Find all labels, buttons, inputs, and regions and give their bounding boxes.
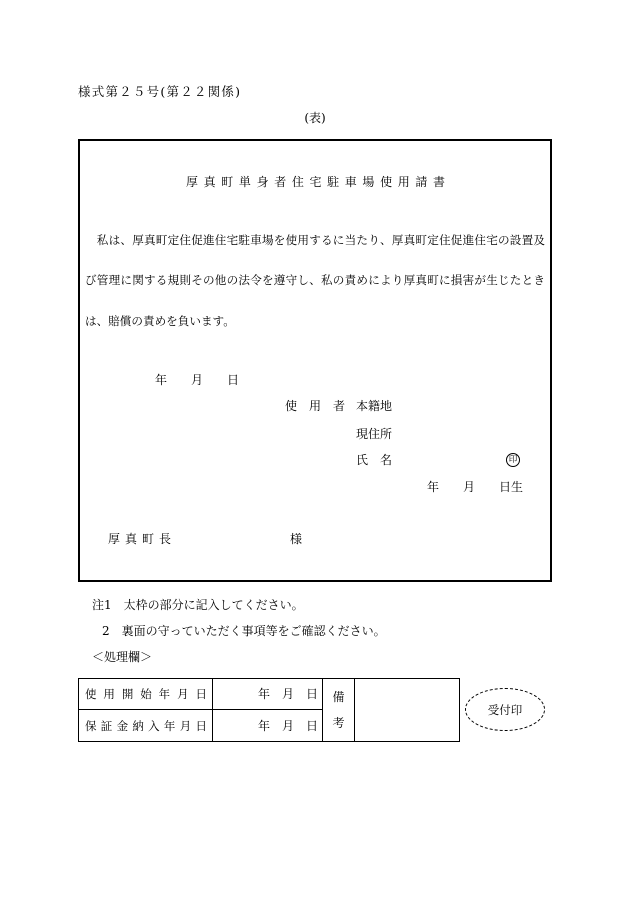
remarks-label-cell	[323, 679, 355, 742]
table-cell-label	[79, 710, 213, 742]
body-line-2: び管理に関する規則その他の法令を遵守し、私の責めにより厚真町に損害が生じたとき	[85, 273, 545, 287]
remarks-label-char: 備	[332, 690, 345, 704]
name-label: 氏 名	[356, 453, 393, 467]
table-row	[79, 679, 460, 710]
reception-stamp-label: 受付印	[487, 702, 523, 717]
note-1: 注1 太枠の部分に記入してください。	[92, 598, 304, 612]
table-cell-label	[79, 679, 213, 710]
form-frame	[78, 139, 552, 582]
note-2: 2 裏面の守っていただく事項等をご確認ください。	[102, 624, 386, 638]
addressee-honorific: 様	[290, 532, 303, 546]
deposit-date-label: 保 証 金 納 入 年 月 日	[85, 718, 207, 733]
seal-icon: 印	[506, 453, 520, 467]
body-line-1: 私は、厚真町定住促進住宅駐車場を使用するに当たり、厚真町定住促進住宅の設置及	[85, 233, 545, 247]
remarks-label-char: 考	[332, 716, 345, 730]
application-date: 年 月 日	[155, 373, 240, 387]
domicile-label: 本籍地	[356, 399, 393, 413]
start-date-value: 年 月 日	[213, 679, 323, 710]
form-number: 様式第２５号(第２２関係)	[78, 85, 240, 99]
form-title: 厚 真 町 単 身 者 住 宅 駐 車 場 使 用 請 書	[186, 175, 445, 189]
applicant-label: 使 用 者	[285, 399, 346, 413]
addressee-title: 厚 真 町 長	[108, 532, 171, 546]
side-label: (表)	[304, 111, 326, 125]
body-line-3: は、賠償の責めを負います。	[85, 314, 235, 328]
birth-date: 年 月 日生	[427, 480, 524, 494]
start-date-label: 使 用 開 始 年 月 日	[85, 687, 207, 701]
deposit-date-value: 年 月 日	[213, 710, 323, 742]
address-label: 現住所	[356, 427, 393, 441]
processing-table	[78, 678, 460, 742]
reception-stamp	[465, 688, 545, 731]
remarks-value-cell	[355, 679, 460, 742]
processing-heading: ＜処理欄＞	[92, 650, 153, 664]
